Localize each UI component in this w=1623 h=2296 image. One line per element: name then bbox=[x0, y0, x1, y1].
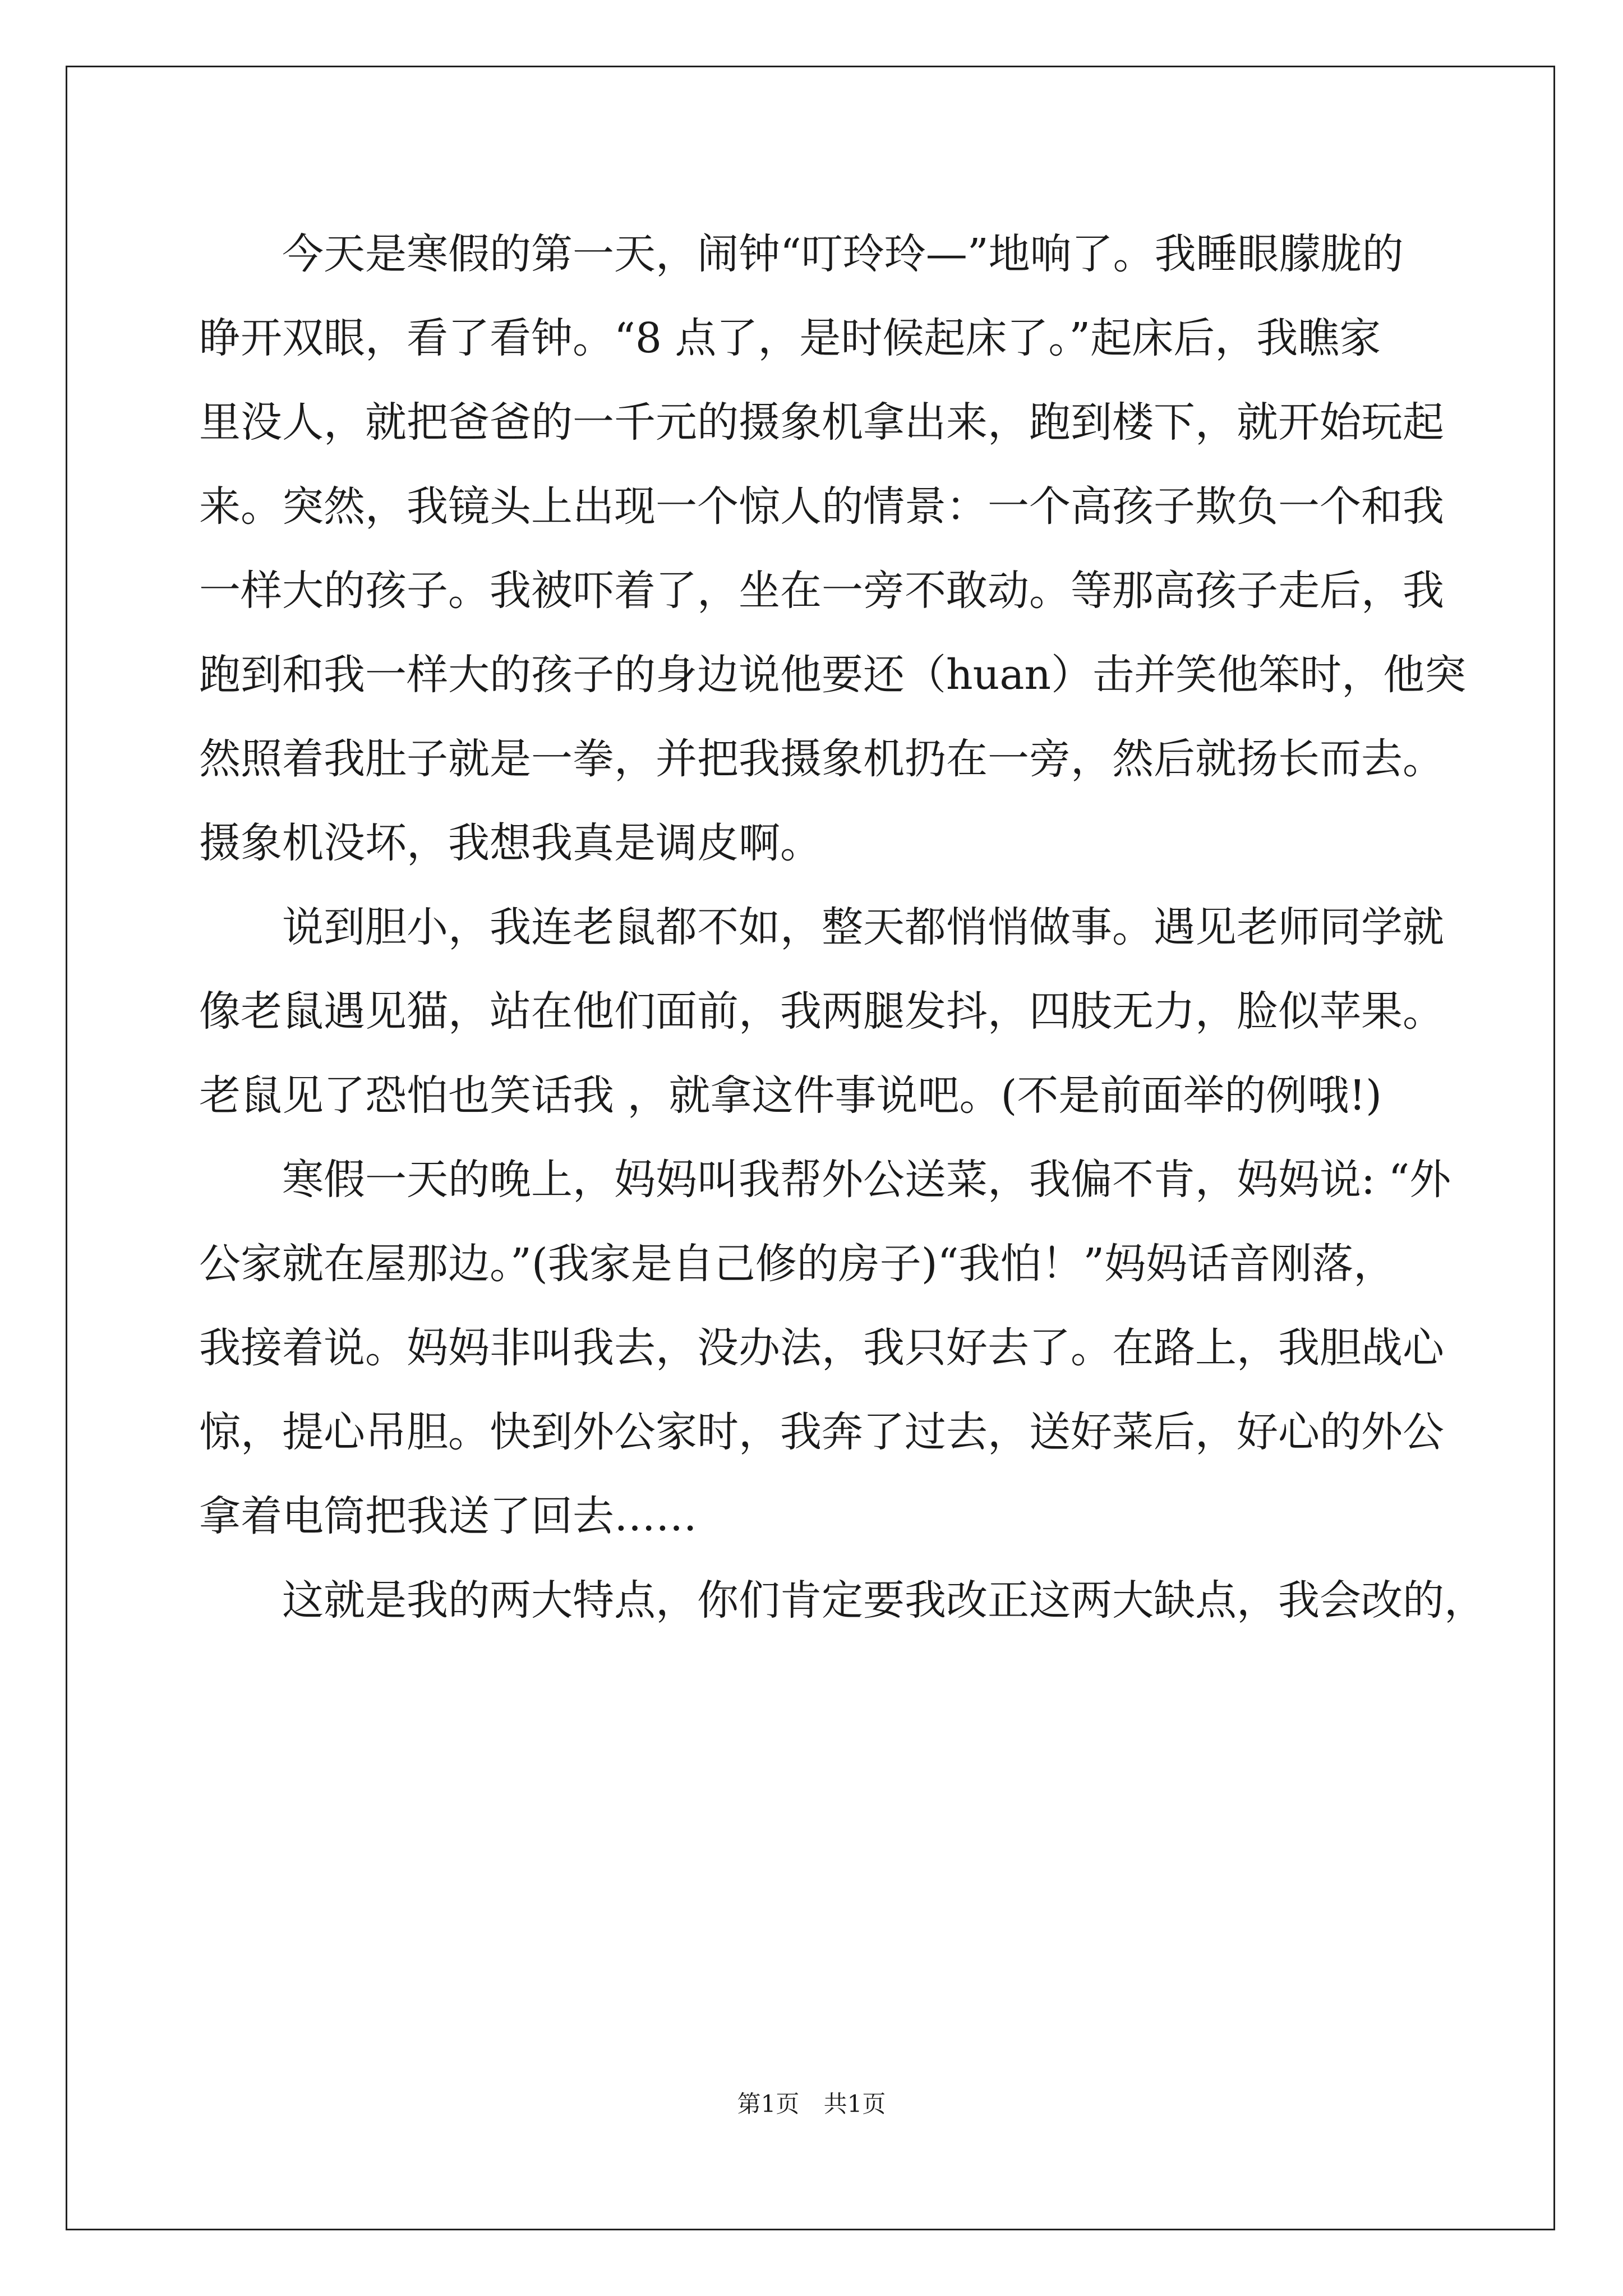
document-body bbox=[199, 212, 1486, 1642]
text-line: 一样大的孩子。我被吓着了，坐在一旁不敢动。等那高孩子走后，我 bbox=[199, 567, 1444, 615]
text-line: 来。突然，我镜头上出现一个惊人的情景：一个高孩子欺负一个和我 bbox=[199, 482, 1444, 531]
text-line: 里没人，就把爸爸的一千元的摄象机拿出来，跑到楼下，就开始玩起 bbox=[199, 398, 1444, 447]
text-line: 公家就在屋那边。”(我家是自己修的房子)“我怕！”妈妈话音刚落， bbox=[199, 1240, 1395, 1288]
text-line: 拿着电筒把我送了回去…… bbox=[199, 1492, 697, 1540]
text-line: 然照着我肚子就是一拳，并把我摄象机扔在一旁，然后就扬长而去。 bbox=[199, 735, 1444, 783]
page-footer: 第1页 共1页 bbox=[737, 2090, 886, 2118]
text-line: 睁开双眼，看了看钟。“8 点了，是时候起床了。”起床后，我瞧家 bbox=[199, 314, 1381, 362]
text-line: 摄象机没坏，我想我真是调皮啊。 bbox=[199, 819, 822, 867]
text-line: 今天是寒假的第一天，闹钟“叮玲玲—”地响了。我睡眼朦胧的 bbox=[282, 230, 1404, 278]
text-line: 老鼠见了恐怕也笑话我 ，就拿这件事说吧。(不是前面举的例哦!) bbox=[199, 1071, 1382, 1120]
text-line: 寒假一天的晚上，妈妈叫我帮外公送菜，我偏不肯，妈妈说: “外 bbox=[282, 1156, 1451, 1204]
text-line: 这就是我的两大特点，你们肯定要我改正这两大缺点，我会改的， bbox=[282, 1576, 1486, 1625]
text-line: 我接着说。妈妈非叫我去，没办法，我只好去了。在路上，我胆战心 bbox=[199, 1324, 1444, 1372]
text-line: 说到胆小，我连老鼠都不如，整天都悄悄做事。遇见老师同学就 bbox=[282, 903, 1444, 951]
text-line: 像老鼠遇见猫，站在他们面前，我两腿发抖，四肢无力，脸似苹果。 bbox=[199, 987, 1444, 1036]
text-line: 跑到和我一样大的孩子的身边说他要还（huan）击并笑他笨时，他突 bbox=[199, 651, 1467, 699]
text-line: 惊，提心吊胆。快到外公家时，我奔了过去，送好菜后，好心的外公 bbox=[199, 1408, 1444, 1456]
